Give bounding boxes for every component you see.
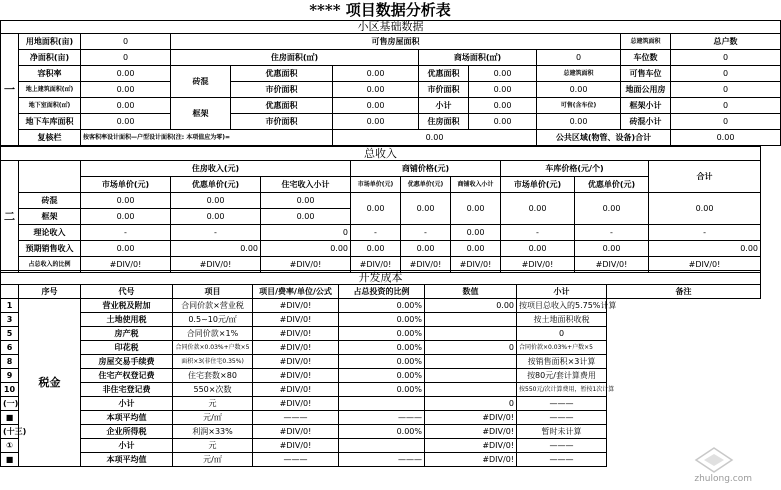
ratio[interactable]: ——— (253, 411, 339, 425)
item-name: 住宅产权登记费 (81, 369, 173, 383)
ratio[interactable]: #DIV/0! (253, 439, 339, 453)
value[interactable]: 0.00 (469, 98, 537, 114)
blank-cell (19, 161, 81, 193)
col-header: 优惠单价(元) (171, 177, 261, 193)
cost-row (1, 383, 761, 397)
cost-row (1, 341, 761, 355)
note: 按项目总收入的5.75%计算 (517, 299, 607, 313)
value[interactable]: 0.00 (81, 241, 171, 257)
row-label: 砖混 (19, 193, 81, 209)
value[interactable]: - (649, 225, 761, 241)
label: 框架 (171, 98, 231, 130)
value[interactable]: 0.00 (537, 82, 621, 98)
subtotal[interactable] (425, 327, 517, 341)
seq-number: 8 (1, 355, 19, 369)
value[interactable]: 0.00 (81, 66, 171, 82)
section-header-cost: 开发成本 (1, 271, 761, 285)
group-header: 住房收入(元) (81, 161, 351, 177)
value[interactable]: 0.00 (537, 114, 621, 130)
label: 市价面积 (419, 82, 469, 98)
section-header-basic: 小区基础数据 (1, 21, 781, 34)
seq-number: 1 (1, 299, 19, 313)
value[interactable]: - (171, 225, 261, 241)
label: 框架小计 (621, 98, 671, 114)
label: 砖混 (171, 66, 231, 98)
blank-cell (1, 285, 19, 299)
value[interactable]: 0.00 (81, 98, 171, 114)
formula[interactable]: 元 (173, 439, 253, 453)
ratio[interactable]: #DIV/0! (253, 425, 339, 439)
value[interactable]: 0 (671, 82, 781, 98)
seq-number: (一) (1, 397, 19, 411)
value[interactable]: 0.00% (339, 355, 425, 369)
label: 市价面积 (231, 82, 333, 98)
value[interactable] (339, 397, 425, 411)
col-header: 商铺收入小计 (451, 177, 501, 193)
formula[interactable]: 0.5~10元/㎡ (173, 313, 253, 327)
value[interactable]: 0.00 (333, 114, 419, 130)
row-label: 框架 (19, 209, 81, 225)
subtotal[interactable] (425, 355, 517, 369)
subtotal[interactable] (425, 369, 517, 383)
col-header: 市场单价(元) (351, 177, 401, 193)
formula[interactable]: 住宅套数×80 (173, 369, 253, 383)
value[interactable]: 0.00% (339, 327, 425, 341)
label: 砖混小计 (621, 114, 671, 130)
item-name: 本项平均值 (81, 453, 173, 467)
label: 商场面积(㎡) (419, 50, 537, 66)
value[interactable]: #DIV/0! (451, 257, 501, 273)
subtotal[interactable]: 0 (425, 397, 517, 411)
label: 优惠面积 (231, 66, 333, 82)
note: 按80元/套计算费用 (517, 369, 607, 383)
seq-number: (十三) (1, 425, 19, 439)
value[interactable]: 0.00 (501, 193, 575, 225)
ratio[interactable]: #DIV/0! (253, 397, 339, 411)
seq-number: 6 (1, 341, 19, 355)
value[interactable]: 0.00% (339, 425, 425, 439)
subtotal[interactable]: #DIV/0! (425, 453, 517, 467)
formula[interactable]: 550×次数 (173, 383, 253, 397)
cost-row (1, 425, 761, 439)
ratio[interactable]: #DIV/0! (253, 313, 339, 327)
cost-row (1, 397, 761, 411)
revenue-table (0, 146, 761, 273)
seq-number: 3 (1, 313, 19, 327)
row-label: 预期销售收入 (19, 241, 81, 257)
label: 地面公用房 (621, 82, 671, 98)
value[interactable]: ——— (339, 453, 425, 467)
value[interactable]: 0.00 (261, 193, 351, 209)
value[interactable]: - (81, 225, 171, 241)
value[interactable]: 0.00 (351, 241, 401, 257)
category-label: 税金 (19, 299, 81, 467)
value[interactable] (339, 439, 425, 453)
seq-number: ■ (1, 453, 19, 467)
formula[interactable]: 元 (173, 397, 253, 411)
col-header: 优惠单价(元) (401, 177, 451, 193)
label: 总建筑面积 (621, 34, 671, 50)
value[interactable]: 0.00 (469, 82, 537, 98)
label: 地下车库面积 (19, 114, 81, 130)
value[interactable]: 0.00 (451, 241, 501, 257)
value[interactable]: - (401, 225, 451, 241)
cost-row (1, 453, 761, 467)
value[interactable]: 0.00 (469, 114, 537, 130)
group-header: 合计 (649, 161, 761, 193)
formula[interactable]: 合同价款×营业税 (173, 299, 253, 313)
col-header: 优惠单价(元) (575, 177, 649, 193)
value[interactable]: - (501, 225, 575, 241)
label: 净面积(亩) (19, 50, 81, 66)
value[interactable]: #DIV/0! (649, 257, 761, 273)
label: 总建筑面积 (537, 66, 621, 82)
ratio[interactable]: #DIV/0! (253, 327, 339, 341)
note: 按土地面积收税 (517, 313, 607, 327)
review-note: 按客积率设计面积—户型设计面积(注: 本项值应为零)= (81, 130, 333, 146)
value[interactable]: 0.00 (575, 241, 649, 257)
group-header: 商铺价格(元) (351, 161, 501, 177)
section-header-revenue: 总收入 (1, 147, 761, 161)
item-name: 小计 (81, 439, 173, 453)
col-header: 占总投资的比例 (339, 285, 425, 299)
value[interactable]: 0.00% (339, 369, 425, 383)
col-header: 备注 (607, 285, 761, 299)
col-header: 市场单价(元) (501, 177, 575, 193)
label: 住房面积 (419, 114, 469, 130)
subtotal[interactable]: #DIV/0! (425, 439, 517, 453)
ratio[interactable]: #DIV/0! (253, 355, 339, 369)
value[interactable]: 0.00% (339, 299, 425, 313)
item-name: 土地使用税 (81, 313, 173, 327)
value[interactable]: 0 (81, 50, 171, 66)
seq-number: 9 (1, 369, 19, 383)
formula[interactable]: 元/㎡ (173, 453, 253, 467)
seq-number: 10 (1, 383, 19, 397)
value[interactable]: 0.00 (81, 82, 171, 98)
value[interactable]: - (351, 225, 401, 241)
item-name: 小计 (81, 397, 173, 411)
value[interactable]: 0.00 (451, 225, 501, 241)
col-header: 序号 (19, 285, 81, 299)
cost-row (1, 355, 761, 369)
col-header: 项目 (173, 285, 253, 299)
col-header: 小计 (517, 285, 607, 299)
label: 地下室面积(㎡) (19, 98, 81, 114)
note: ——— (517, 439, 607, 453)
value[interactable]: ——— (339, 411, 425, 425)
cost-row (1, 327, 761, 341)
note: 暂时未计算 (517, 425, 607, 439)
value[interactable]: 0.00 (171, 209, 261, 225)
label: 住房面积(㎡) (171, 50, 419, 66)
ratio[interactable]: ——— (253, 453, 339, 467)
value[interactable]: #DIV/0! (81, 257, 171, 273)
value[interactable]: 0.00 (671, 130, 781, 146)
value[interactable]: #DIV/0! (261, 257, 351, 273)
ratio[interactable]: #DIV/0! (253, 383, 339, 397)
seq-number: ① (1, 439, 19, 453)
value[interactable]: 0.00 (501, 241, 575, 257)
item-name: 房产税 (81, 327, 173, 341)
label: 优惠面积 (419, 66, 469, 82)
formula[interactable]: 元/㎡ (173, 411, 253, 425)
value[interactable]: 0 (537, 50, 621, 66)
value[interactable]: 0 (671, 114, 781, 130)
watermark: zhulong.com (694, 474, 752, 484)
page-title: **** 项目数据分析表 (309, 1, 451, 19)
value[interactable]: 0 (671, 50, 781, 66)
cost-row (1, 299, 761, 313)
item-name: 企业所得税 (81, 425, 173, 439)
value[interactable]: 0.00% (339, 341, 425, 355)
seq-number: 5 (1, 327, 19, 341)
label: 复核栏 (19, 130, 81, 146)
seq-number: ■ (1, 411, 19, 425)
value[interactable]: 0.00% (339, 313, 425, 327)
formula[interactable]: 合同价款×1% (173, 327, 253, 341)
label: 用地面积(亩) (19, 34, 81, 50)
value[interactable]: 0.00 (333, 130, 537, 146)
item-name: 印花税 (81, 341, 173, 355)
subtotal[interactable] (425, 313, 517, 327)
value[interactable]: #DIV/0! (171, 257, 261, 273)
label: 地上建筑面积(㎡) (19, 82, 81, 98)
item-name: 本项平均值 (81, 411, 173, 425)
value[interactable]: 0.00 (649, 193, 761, 225)
row-number: 二 (1, 161, 19, 273)
subtotal[interactable]: #DIV/0! (425, 425, 517, 439)
label: 可售车位 (621, 66, 671, 82)
note: ——— (517, 453, 607, 467)
item-name: 营业税及附加 (81, 299, 173, 313)
ratio[interactable]: #DIV/0! (253, 299, 339, 313)
value[interactable]: 0.00 (469, 66, 537, 82)
value[interactable]: 0 (671, 66, 781, 82)
col-header: 数值 (425, 285, 517, 299)
col-header: 市场单价(元) (81, 177, 171, 193)
label: 可售(含车位) (537, 98, 621, 114)
value[interactable]: #DIV/0! (575, 257, 649, 273)
label: 小计 (419, 98, 469, 114)
basic-data-table (0, 20, 781, 146)
row-label: 理论收入 (19, 225, 81, 241)
label: 可售房屋面积 (171, 34, 621, 50)
value[interactable]: 0.00 (649, 241, 761, 257)
cost-header-row (1, 285, 761, 299)
value[interactable]: 0.00 (171, 193, 261, 209)
value[interactable]: #DIV/0! (401, 257, 451, 273)
formula[interactable]: 利润×33% (173, 425, 253, 439)
value[interactable]: #DIV/0! (501, 257, 575, 273)
value[interactable]: 0.00 (401, 193, 451, 225)
value[interactable]: 0.00 (261, 241, 351, 257)
cost-row (1, 439, 761, 453)
value[interactable]: 0 (671, 98, 781, 114)
note: 按销售面积×3计算 (517, 355, 607, 369)
subtotal[interactable]: #DIV/0! (425, 411, 517, 425)
value[interactable]: 0.00 (401, 241, 451, 257)
cost-row (1, 411, 761, 425)
label: 优惠面积 (231, 98, 333, 114)
label: 公共区域(物管、设备)合计 (537, 130, 671, 146)
cost-row (1, 369, 761, 383)
value[interactable]: 0 (81, 34, 171, 50)
note: 合同价款×0.03%+户数×5 (517, 341, 607, 355)
col-header: 代号 (81, 285, 173, 299)
value[interactable]: 0.00 (351, 193, 401, 225)
cost-row (1, 313, 761, 327)
note: ——— (517, 411, 607, 425)
value[interactable]: 0.00 (451, 193, 501, 225)
label: 市价面积 (231, 114, 333, 130)
value[interactable]: 0.00 (333, 98, 419, 114)
value[interactable]: #DIV/0! (351, 257, 401, 273)
subtotal[interactable]: 0 (425, 341, 517, 355)
subtotal[interactable] (425, 383, 517, 397)
note: 按550元/次计算费用，暂按1次计算 (517, 383, 607, 397)
ratio[interactable]: #DIV/0! (253, 369, 339, 383)
value[interactable]: 0 (261, 225, 351, 241)
label: 总户数 (671, 34, 781, 50)
value[interactable]: 0.00 (261, 209, 351, 225)
item-name: 房屋交易手续费 (81, 355, 173, 369)
value[interactable]: 0.00 (81, 114, 171, 130)
label: 车位数 (621, 50, 671, 66)
note: 0 (517, 327, 607, 341)
value[interactable]: 0.00 (81, 193, 171, 209)
value[interactable]: - (575, 225, 649, 241)
value[interactable]: 0.00 (333, 82, 419, 98)
row-number: 一 (1, 34, 19, 146)
formula[interactable]: 合同价款×0.03%+户数×5 (173, 341, 253, 355)
watermark-logo-icon (694, 446, 734, 474)
value[interactable]: 0.00 (171, 241, 261, 257)
value[interactable]: 0.00 (333, 66, 419, 82)
value[interactable]: 0.00% (339, 383, 425, 397)
subtotal[interactable]: 0.00 (425, 299, 517, 313)
item-name: 非住宅登记费 (81, 383, 173, 397)
note: ——— (517, 397, 607, 411)
group-header: 车库价格(元/个) (501, 161, 649, 177)
label: 容积率 (19, 66, 81, 82)
ratio[interactable]: #DIV/0! (253, 341, 339, 355)
cost-table (0, 270, 761, 467)
value[interactable]: 0.00 (81, 209, 171, 225)
col-header: 住宅收入小计 (261, 177, 351, 193)
formula[interactable]: 面积×3(非住宅0.35%) (173, 355, 253, 369)
col-header: 项目/费率/单位/公式 (253, 285, 339, 299)
row-label: 占总收入的比例 (19, 257, 81, 273)
value[interactable]: 0.00 (575, 193, 649, 225)
